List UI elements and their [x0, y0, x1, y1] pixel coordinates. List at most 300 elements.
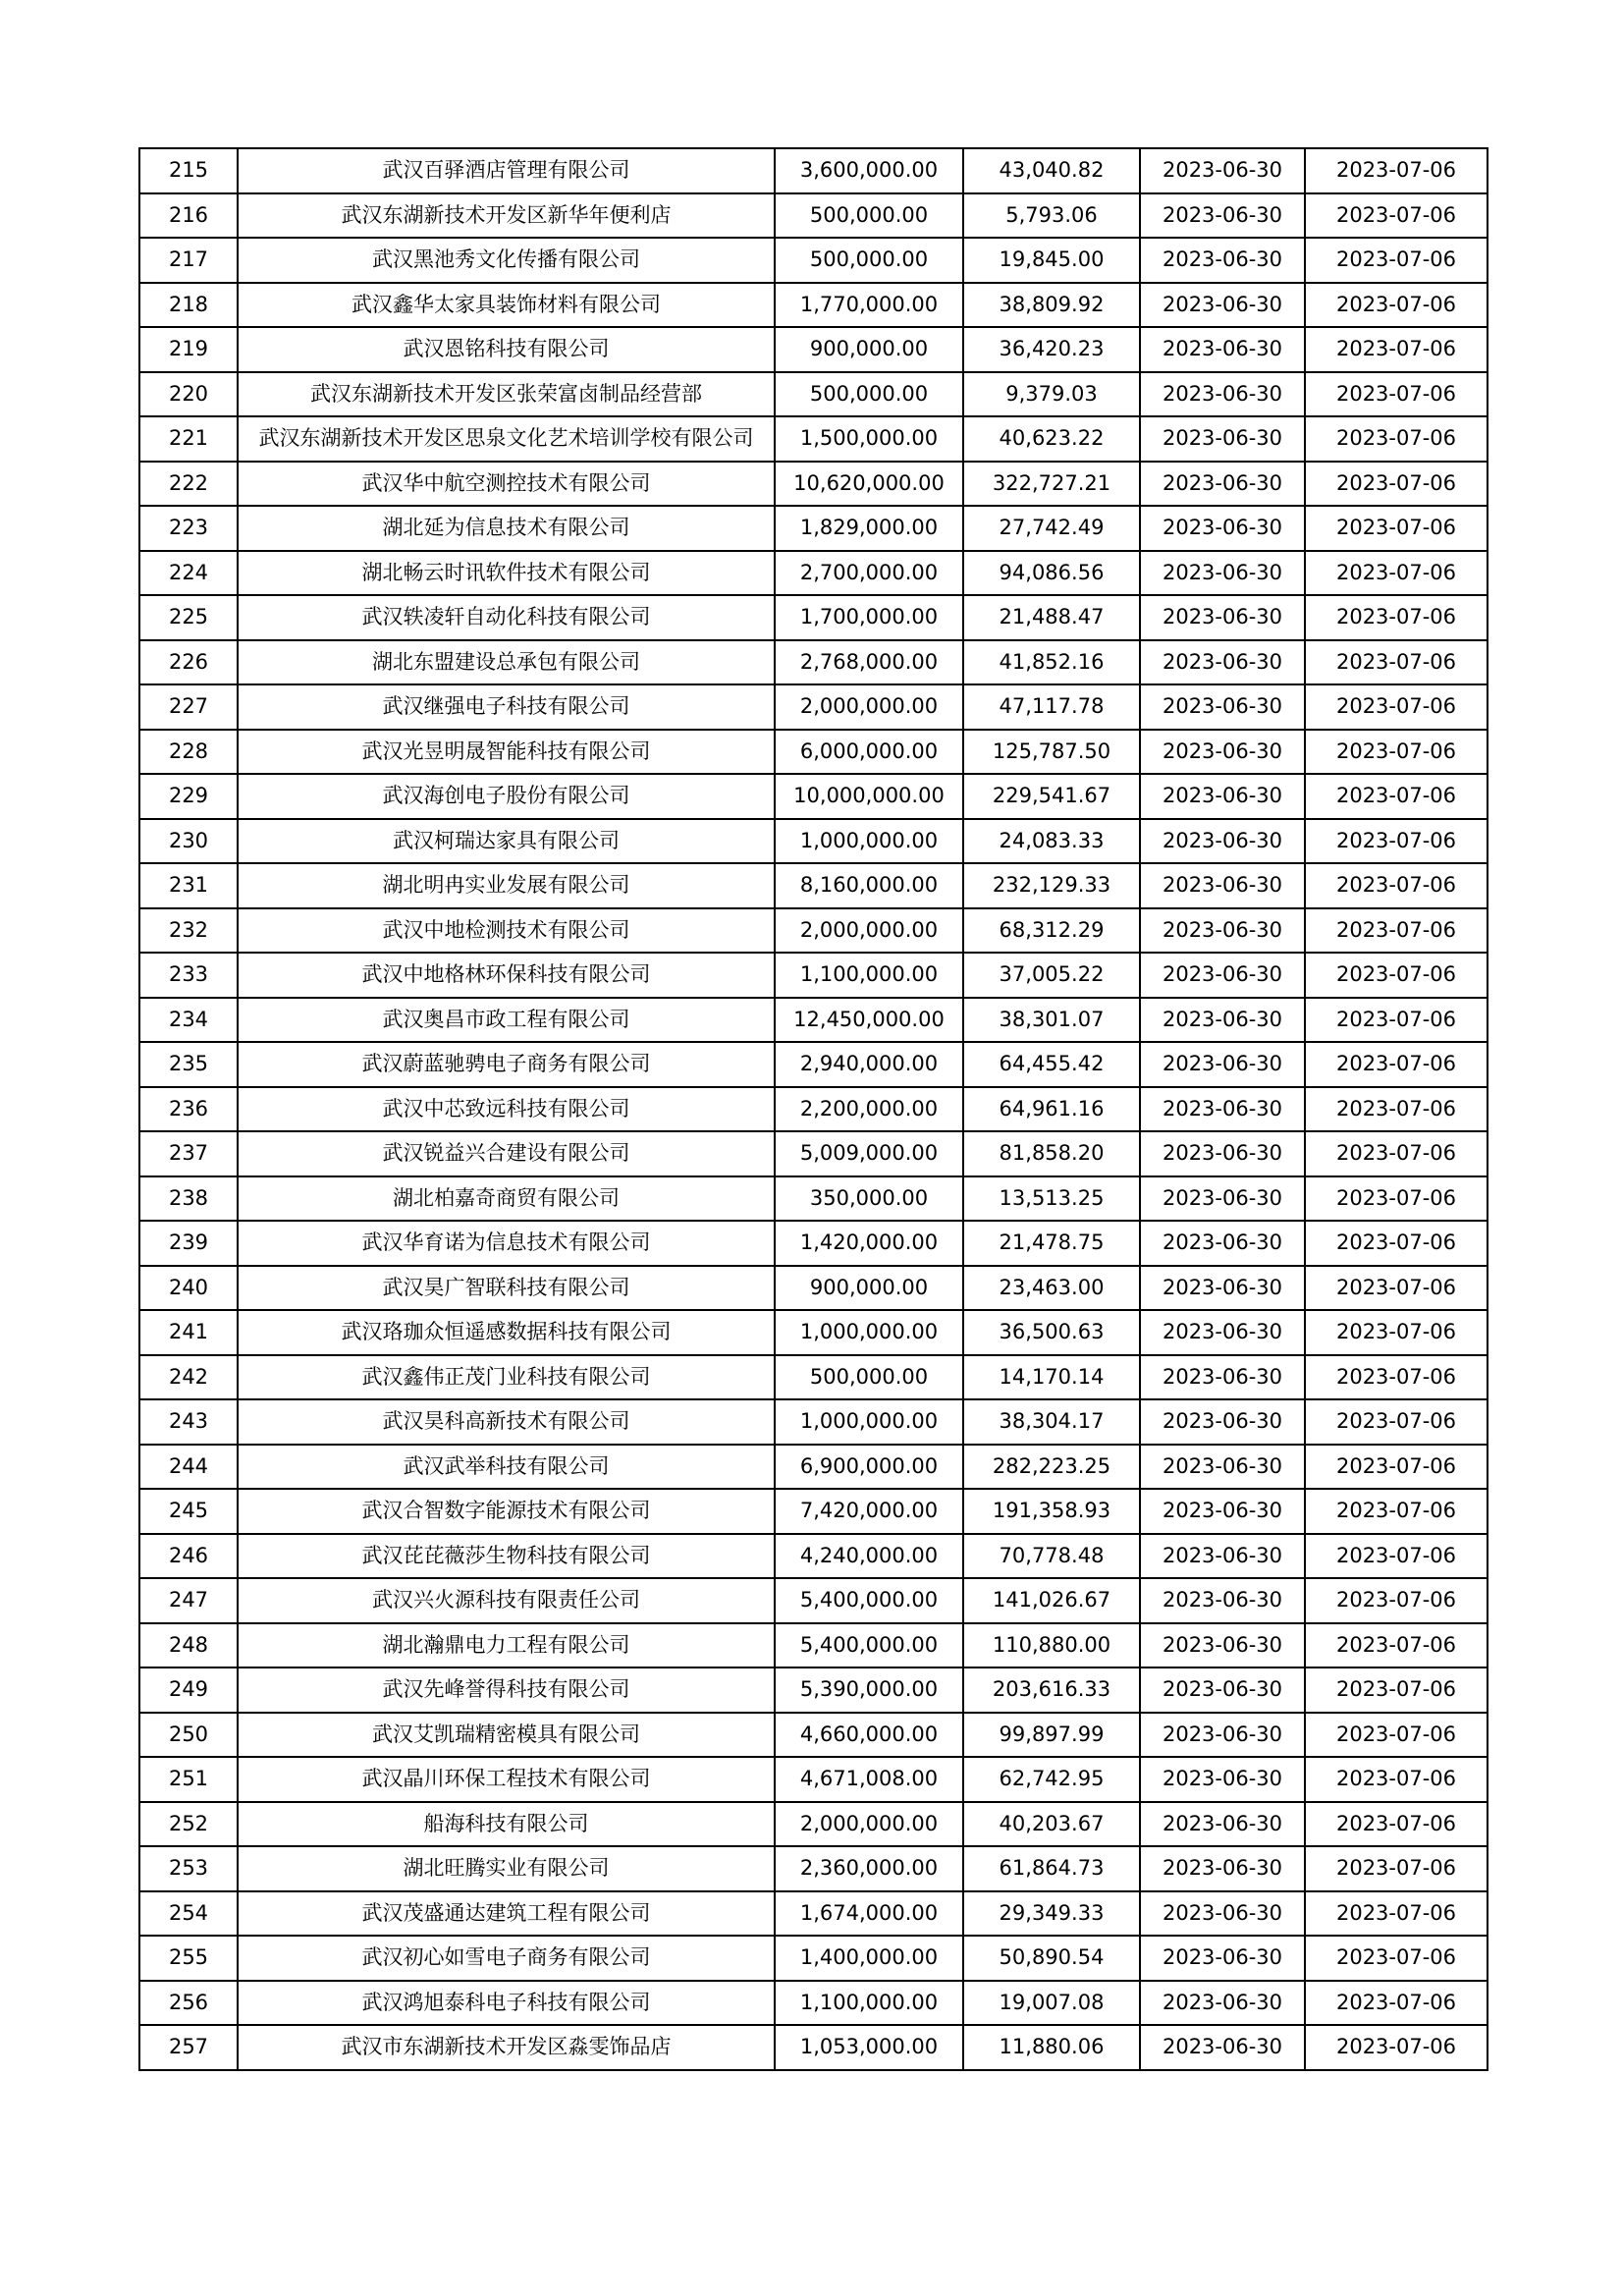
company-name-cell: 武汉华中航空测控技术有限公司 — [238, 462, 775, 507]
end-date-cell: 2023-07-06 — [1305, 998, 1488, 1043]
end-date-cell: 2023-07-06 — [1305, 819, 1488, 864]
table-row — [139, 372, 1488, 417]
start-date-cell: 2023-06-30 — [1140, 1846, 1305, 1891]
company-name-cell: 武汉光昱明晟智能科技有限公司 — [238, 730, 775, 775]
table-row — [139, 863, 1488, 908]
company-name-cell: 武汉茂盛通达建筑工程有限公司 — [238, 1891, 775, 1937]
end-date-cell: 2023-07-06 — [1305, 193, 1488, 239]
end-date-cell: 2023-07-06 — [1305, 1042, 1488, 1087]
interest-cell: 322,727.21 — [963, 462, 1140, 507]
end-date-cell: 2023-07-06 — [1305, 1355, 1488, 1400]
end-date-cell: 2023-07-06 — [1305, 416, 1488, 462]
amount-cell: 900,000.00 — [775, 1266, 963, 1311]
table-row — [139, 2025, 1488, 2070]
start-date-cell: 2023-06-30 — [1140, 595, 1305, 640]
table-row — [139, 1176, 1488, 1222]
row-number-cell: 251 — [139, 1757, 238, 1802]
interest-cell: 64,961.16 — [963, 1087, 1140, 1132]
company-name-cell: 武汉柯瑞达家具有限公司 — [238, 819, 775, 864]
start-date-cell: 2023-06-30 — [1140, 730, 1305, 775]
amount-cell: 2,700,000.00 — [775, 551, 963, 596]
amount-cell: 2,768,000.00 — [775, 640, 963, 685]
end-date-cell: 2023-07-06 — [1305, 1266, 1488, 1311]
company-name-cell: 武汉中芯致远科技有限公司 — [238, 1087, 775, 1132]
interest-cell: 99,897.99 — [963, 1713, 1140, 1758]
interest-cell: 38,301.07 — [963, 998, 1140, 1043]
start-date-cell: 2023-06-30 — [1140, 1667, 1305, 1713]
start-date-cell: 2023-06-30 — [1140, 462, 1305, 507]
start-date-cell: 2023-06-30 — [1140, 1042, 1305, 1087]
amount-cell: 1,000,000.00 — [775, 819, 963, 864]
table-row — [139, 551, 1488, 596]
row-number-cell: 247 — [139, 1578, 238, 1623]
interest-cell: 41,852.16 — [963, 640, 1140, 685]
table-row — [139, 1534, 1488, 1579]
company-name-cell: 武汉华育诺为信息技术有限公司 — [238, 1221, 775, 1266]
row-number-cell: 255 — [139, 1936, 238, 1981]
end-date-cell: 2023-07-06 — [1305, 1131, 1488, 1176]
table-row — [139, 283, 1488, 328]
row-number-cell: 233 — [139, 953, 238, 998]
amount-cell: 6,900,000.00 — [775, 1445, 963, 1490]
end-date-cell: 2023-07-06 — [1305, 1936, 1488, 1981]
start-date-cell: 2023-06-30 — [1140, 193, 1305, 239]
row-number-cell: 216 — [139, 193, 238, 239]
row-number-cell: 224 — [139, 551, 238, 596]
company-name-cell: 武汉海创电子股份有限公司 — [238, 774, 775, 819]
interest-cell: 9,379.03 — [963, 372, 1140, 417]
end-date-cell: 2023-07-06 — [1305, 953, 1488, 998]
row-number-cell: 219 — [139, 327, 238, 372]
amount-cell: 4,660,000.00 — [775, 1713, 963, 1758]
company-name-cell: 湖北畅云时讯软件技术有限公司 — [238, 551, 775, 596]
amount-cell: 1,000,000.00 — [775, 1310, 963, 1355]
amount-cell: 1,100,000.00 — [775, 953, 963, 998]
row-number-cell: 244 — [139, 1445, 238, 1490]
amount-cell: 2,360,000.00 — [775, 1846, 963, 1891]
table-row — [139, 148, 1488, 193]
company-name-cell: 武汉昊广智联科技有限公司 — [238, 1266, 775, 1311]
start-date-cell: 2023-06-30 — [1140, 238, 1305, 283]
company-name-cell: 武汉蔚蓝驰骋电子商务有限公司 — [238, 1042, 775, 1087]
end-date-cell: 2023-07-06 — [1305, 1445, 1488, 1490]
start-date-cell: 2023-06-30 — [1140, 283, 1305, 328]
start-date-cell: 2023-06-30 — [1140, 774, 1305, 819]
row-number-cell: 220 — [139, 372, 238, 417]
table-row — [139, 1713, 1488, 1758]
company-name-cell: 武汉芘芘薇莎生物科技有限公司 — [238, 1534, 775, 1579]
start-date-cell: 2023-06-30 — [1140, 1221, 1305, 1266]
end-date-cell: 2023-07-06 — [1305, 730, 1488, 775]
end-date-cell: 2023-07-06 — [1305, 1310, 1488, 1355]
interest-cell: 203,616.33 — [963, 1667, 1140, 1713]
company-name-cell: 武汉锐益兴合建设有限公司 — [238, 1131, 775, 1176]
interest-cell: 36,500.63 — [963, 1310, 1140, 1355]
company-name-cell: 武汉轶凌轩自动化科技有限公司 — [238, 595, 775, 640]
table-row — [139, 1399, 1488, 1445]
end-date-cell: 2023-07-06 — [1305, 1399, 1488, 1445]
end-date-cell: 2023-07-06 — [1305, 1087, 1488, 1132]
table-row — [139, 1623, 1488, 1668]
table-row — [139, 953, 1488, 998]
table-row — [139, 1087, 1488, 1132]
row-number-cell: 231 — [139, 863, 238, 908]
amount-cell: 6,000,000.00 — [775, 730, 963, 775]
end-date-cell: 2023-07-06 — [1305, 1802, 1488, 1847]
row-number-cell: 236 — [139, 1087, 238, 1132]
interest-cell: 37,005.22 — [963, 953, 1140, 998]
row-number-cell: 248 — [139, 1623, 238, 1668]
row-number-cell: 257 — [139, 2025, 238, 2070]
amount-cell: 7,420,000.00 — [775, 1489, 963, 1534]
company-name-cell: 武汉昊科高新技术有限公司 — [238, 1399, 775, 1445]
start-date-cell: 2023-06-30 — [1140, 1981, 1305, 2026]
end-date-cell: 2023-07-06 — [1305, 1623, 1488, 1668]
interest-cell: 282,223.25 — [963, 1445, 1140, 1490]
table-row — [139, 1891, 1488, 1937]
table-row — [139, 1757, 1488, 1802]
end-date-cell: 2023-07-06 — [1305, 551, 1488, 596]
interest-cell: 21,478.75 — [963, 1221, 1140, 1266]
start-date-cell: 2023-06-30 — [1140, 908, 1305, 954]
table-row — [139, 238, 1488, 283]
end-date-cell: 2023-07-06 — [1305, 1846, 1488, 1891]
interest-cell: 40,203.67 — [963, 1802, 1140, 1847]
interest-cell: 47,117.78 — [963, 684, 1140, 730]
interest-cell: 21,488.47 — [963, 595, 1140, 640]
amount-cell: 1,420,000.00 — [775, 1221, 963, 1266]
company-name-cell: 武汉市东湖新技术开发区淼雯饰品店 — [238, 2025, 775, 2070]
amount-cell: 2,000,000.00 — [775, 908, 963, 954]
interest-cell: 40,623.22 — [963, 416, 1140, 462]
row-number-cell: 235 — [139, 1042, 238, 1087]
amount-cell: 5,390,000.00 — [775, 1667, 963, 1713]
interest-cell: 125,787.50 — [963, 730, 1140, 775]
table-body — [139, 148, 1488, 2070]
table-row — [139, 684, 1488, 730]
row-number-cell: 243 — [139, 1399, 238, 1445]
table-row — [139, 1042, 1488, 1087]
amount-cell: 1,700,000.00 — [775, 595, 963, 640]
start-date-cell: 2023-06-30 — [1140, 863, 1305, 908]
company-name-cell: 湖北明冉实业发展有限公司 — [238, 863, 775, 908]
company-name-cell: 武汉东湖新技术开发区思泉文化艺术培训学校有限公司 — [238, 416, 775, 462]
end-date-cell: 2023-07-06 — [1305, 327, 1488, 372]
start-date-cell: 2023-06-30 — [1140, 953, 1305, 998]
end-date-cell: 2023-07-06 — [1305, 595, 1488, 640]
table-row — [139, 1221, 1488, 1266]
interest-cell: 50,890.54 — [963, 1936, 1140, 1981]
table-row — [139, 193, 1488, 239]
row-number-cell: 245 — [139, 1489, 238, 1534]
row-number-cell: 227 — [139, 684, 238, 730]
amount-cell: 10,000,000.00 — [775, 774, 963, 819]
amount-cell: 500,000.00 — [775, 372, 963, 417]
row-number-cell: 250 — [139, 1713, 238, 1758]
row-number-cell: 217 — [139, 238, 238, 283]
table-row — [139, 416, 1488, 462]
row-number-cell: 230 — [139, 819, 238, 864]
end-date-cell: 2023-07-06 — [1305, 863, 1488, 908]
start-date-cell: 2023-06-30 — [1140, 1936, 1305, 1981]
table-row — [139, 595, 1488, 640]
amount-cell: 500,000.00 — [775, 238, 963, 283]
company-name-cell: 武汉合智数字能源技术有限公司 — [238, 1489, 775, 1534]
row-number-cell: 232 — [139, 908, 238, 954]
amount-cell: 10,620,000.00 — [775, 462, 963, 507]
company-name-cell: 武汉晶川环保工程技术有限公司 — [238, 1757, 775, 1802]
start-date-cell: 2023-06-30 — [1140, 1757, 1305, 1802]
end-date-cell: 2023-07-06 — [1305, 2025, 1488, 2070]
start-date-cell: 2023-06-30 — [1140, 1623, 1305, 1668]
company-name-cell: 武汉奥昌市政工程有限公司 — [238, 998, 775, 1043]
row-number-cell: 237 — [139, 1131, 238, 1176]
table-row — [139, 506, 1488, 551]
table-row — [139, 1131, 1488, 1176]
company-name-cell: 湖北柏嘉奇商贸有限公司 — [238, 1176, 775, 1222]
row-number-cell: 238 — [139, 1176, 238, 1222]
company-name-cell: 船海科技有限公司 — [238, 1802, 775, 1847]
amount-cell: 2,940,000.00 — [775, 1042, 963, 1087]
table-row — [139, 1846, 1488, 1891]
amount-cell: 5,400,000.00 — [775, 1623, 963, 1668]
row-number-cell: 228 — [139, 730, 238, 775]
amount-cell: 500,000.00 — [775, 193, 963, 239]
row-number-cell: 221 — [139, 416, 238, 462]
table-row — [139, 774, 1488, 819]
interest-cell: 29,349.33 — [963, 1891, 1140, 1937]
interest-cell: 232,129.33 — [963, 863, 1140, 908]
table-row — [139, 1667, 1488, 1713]
start-date-cell: 2023-06-30 — [1140, 819, 1305, 864]
company-name-cell: 武汉初心如雪电子商务有限公司 — [238, 1936, 775, 1981]
start-date-cell: 2023-06-30 — [1140, 1355, 1305, 1400]
interest-cell: 14,170.14 — [963, 1355, 1140, 1400]
amount-cell: 4,240,000.00 — [775, 1534, 963, 1579]
start-date-cell: 2023-06-30 — [1140, 1713, 1305, 1758]
table-row — [139, 1355, 1488, 1400]
end-date-cell: 2023-07-06 — [1305, 1713, 1488, 1758]
row-number-cell: 226 — [139, 640, 238, 685]
start-date-cell: 2023-06-30 — [1140, 684, 1305, 730]
row-number-cell: 215 — [139, 148, 238, 193]
end-date-cell: 2023-07-06 — [1305, 1667, 1488, 1713]
company-name-cell: 湖北延为信息技术有限公司 — [238, 506, 775, 551]
start-date-cell: 2023-06-30 — [1140, 1578, 1305, 1623]
amount-cell: 1,674,000.00 — [775, 1891, 963, 1937]
amount-cell: 2,200,000.00 — [775, 1087, 963, 1132]
row-number-cell: 249 — [139, 1667, 238, 1713]
row-number-cell: 242 — [139, 1355, 238, 1400]
company-name-cell: 武汉黑池秀文化传播有限公司 — [238, 238, 775, 283]
loan-table — [138, 147, 1488, 2071]
interest-cell: 70,778.48 — [963, 1534, 1140, 1579]
end-date-cell: 2023-07-06 — [1305, 462, 1488, 507]
table-row — [139, 819, 1488, 864]
company-name-cell: 武汉中地格林环保科技有限公司 — [238, 953, 775, 998]
interest-cell: 43,040.82 — [963, 148, 1140, 193]
row-number-cell: 225 — [139, 595, 238, 640]
amount-cell: 1,100,000.00 — [775, 1981, 963, 2026]
interest-cell: 19,845.00 — [963, 238, 1140, 283]
end-date-cell: 2023-07-06 — [1305, 908, 1488, 954]
row-number-cell: 256 — [139, 1981, 238, 2026]
row-number-cell: 222 — [139, 462, 238, 507]
interest-cell: 19,007.08 — [963, 1981, 1140, 2026]
interest-cell: 68,312.29 — [963, 908, 1140, 954]
company-name-cell: 武汉兴火源科技有限责任公司 — [238, 1578, 775, 1623]
start-date-cell: 2023-06-30 — [1140, 1534, 1305, 1579]
table-row — [139, 327, 1488, 372]
start-date-cell: 2023-06-30 — [1140, 148, 1305, 193]
row-number-cell: 246 — [139, 1534, 238, 1579]
amount-cell: 3,600,000.00 — [775, 148, 963, 193]
end-date-cell: 2023-07-06 — [1305, 1757, 1488, 1802]
table-row — [139, 1310, 1488, 1355]
start-date-cell: 2023-06-30 — [1140, 551, 1305, 596]
start-date-cell: 2023-06-30 — [1140, 506, 1305, 551]
amount-cell: 1,829,000.00 — [775, 506, 963, 551]
amount-cell: 900,000.00 — [775, 327, 963, 372]
end-date-cell: 2023-07-06 — [1305, 1176, 1488, 1222]
table-row — [139, 1445, 1488, 1490]
row-number-cell: 234 — [139, 998, 238, 1043]
amount-cell: 1,500,000.00 — [775, 416, 963, 462]
row-number-cell: 218 — [139, 283, 238, 328]
end-date-cell: 2023-07-06 — [1305, 372, 1488, 417]
company-name-cell: 湖北旺腾实业有限公司 — [238, 1846, 775, 1891]
end-date-cell: 2023-07-06 — [1305, 1891, 1488, 1937]
end-date-cell: 2023-07-06 — [1305, 684, 1488, 730]
end-date-cell: 2023-07-06 — [1305, 148, 1488, 193]
end-date-cell: 2023-07-06 — [1305, 1489, 1488, 1534]
start-date-cell: 2023-06-30 — [1140, 327, 1305, 372]
start-date-cell: 2023-06-30 — [1140, 1176, 1305, 1222]
start-date-cell: 2023-06-30 — [1140, 1489, 1305, 1534]
table-row — [139, 462, 1488, 507]
start-date-cell: 2023-06-30 — [1140, 2025, 1305, 2070]
end-date-cell: 2023-07-06 — [1305, 506, 1488, 551]
start-date-cell: 2023-06-30 — [1140, 372, 1305, 417]
start-date-cell: 2023-06-30 — [1140, 998, 1305, 1043]
company-name-cell: 武汉鑫伟正茂门业科技有限公司 — [238, 1355, 775, 1400]
company-name-cell: 武汉恩铭科技有限公司 — [238, 327, 775, 372]
amount-cell: 5,009,000.00 — [775, 1131, 963, 1176]
end-date-cell: 2023-07-06 — [1305, 1534, 1488, 1579]
amount-cell: 12,450,000.00 — [775, 998, 963, 1043]
company-name-cell: 湖北瀚鼎电力工程有限公司 — [238, 1623, 775, 1668]
start-date-cell: 2023-06-30 — [1140, 1399, 1305, 1445]
row-number-cell: 223 — [139, 506, 238, 551]
end-date-cell: 2023-07-06 — [1305, 1221, 1488, 1266]
company-name-cell: 武汉东湖新技术开发区张荣富卤制品经营部 — [238, 372, 775, 417]
table-row — [139, 908, 1488, 954]
row-number-cell: 239 — [139, 1221, 238, 1266]
company-name-cell: 湖北东盟建设总承包有限公司 — [238, 640, 775, 685]
company-name-cell: 武汉继强电子科技有限公司 — [238, 684, 775, 730]
row-number-cell: 252 — [139, 1802, 238, 1847]
interest-cell: 27,742.49 — [963, 506, 1140, 551]
table-row — [139, 1802, 1488, 1847]
start-date-cell: 2023-06-30 — [1140, 1087, 1305, 1132]
interest-cell: 24,083.33 — [963, 819, 1140, 864]
end-date-cell: 2023-07-06 — [1305, 238, 1488, 283]
interest-cell: 62,742.95 — [963, 1757, 1140, 1802]
table-row — [139, 1489, 1488, 1534]
amount-cell: 350,000.00 — [775, 1176, 963, 1222]
company-name-cell: 武汉鸿旭泰科电子科技有限公司 — [238, 1981, 775, 2026]
row-number-cell: 241 — [139, 1310, 238, 1355]
company-name-cell: 武汉东湖新技术开发区新华年便利店 — [238, 193, 775, 239]
interest-cell: 81,858.20 — [963, 1131, 1140, 1176]
start-date-cell: 2023-06-30 — [1140, 1131, 1305, 1176]
amount-cell: 2,000,000.00 — [775, 1802, 963, 1847]
amount-cell: 1,400,000.00 — [775, 1936, 963, 1981]
start-date-cell: 2023-06-30 — [1140, 1891, 1305, 1937]
start-date-cell: 2023-06-30 — [1140, 416, 1305, 462]
interest-cell: 64,455.42 — [963, 1042, 1140, 1087]
amount-cell: 2,000,000.00 — [775, 684, 963, 730]
interest-cell: 141,026.67 — [963, 1578, 1140, 1623]
company-name-cell: 武汉百驿酒店管理有限公司 — [238, 148, 775, 193]
row-number-cell: 254 — [139, 1891, 238, 1937]
amount-cell: 1,000,000.00 — [775, 1399, 963, 1445]
company-name-cell: 武汉珞珈众恒遥感数据科技有限公司 — [238, 1310, 775, 1355]
interest-cell: 229,541.67 — [963, 774, 1140, 819]
company-name-cell: 武汉艾凯瑞精密模具有限公司 — [238, 1713, 775, 1758]
amount-cell: 5,400,000.00 — [775, 1578, 963, 1623]
table-row — [139, 1936, 1488, 1981]
table-row — [139, 998, 1488, 1043]
amount-cell: 1,053,000.00 — [775, 2025, 963, 2070]
interest-cell: 38,809.92 — [963, 283, 1140, 328]
start-date-cell: 2023-06-30 — [1140, 640, 1305, 685]
end-date-cell: 2023-07-06 — [1305, 1981, 1488, 2026]
company-name-cell: 武汉中地检测技术有限公司 — [238, 908, 775, 954]
company-name-cell: 武汉先峰誉得科技有限公司 — [238, 1667, 775, 1713]
interest-cell: 61,864.73 — [963, 1846, 1140, 1891]
interest-cell: 94,086.56 — [963, 551, 1140, 596]
interest-cell: 36,420.23 — [963, 327, 1140, 372]
table-row — [139, 1578, 1488, 1623]
end-date-cell: 2023-07-06 — [1305, 1578, 1488, 1623]
end-date-cell: 2023-07-06 — [1305, 774, 1488, 819]
amount-cell: 500,000.00 — [775, 1355, 963, 1400]
amount-cell: 8,160,000.00 — [775, 863, 963, 908]
end-date-cell: 2023-07-06 — [1305, 640, 1488, 685]
amount-cell: 4,671,008.00 — [775, 1757, 963, 1802]
start-date-cell: 2023-06-30 — [1140, 1802, 1305, 1847]
start-date-cell: 2023-06-30 — [1140, 1445, 1305, 1490]
interest-cell: 23,463.00 — [963, 1266, 1140, 1311]
row-number-cell: 240 — [139, 1266, 238, 1311]
interest-cell: 11,880.06 — [963, 2025, 1140, 2070]
interest-cell: 110,880.00 — [963, 1623, 1140, 1668]
row-number-cell: 229 — [139, 774, 238, 819]
table-row — [139, 640, 1488, 685]
table-row — [139, 1981, 1488, 2026]
company-name-cell: 武汉武举科技有限公司 — [238, 1445, 775, 1490]
interest-cell: 13,513.25 — [963, 1176, 1140, 1222]
interest-cell: 191,358.93 — [963, 1489, 1140, 1534]
start-date-cell: 2023-06-30 — [1140, 1310, 1305, 1355]
table-row — [139, 1266, 1488, 1311]
end-date-cell: 2023-07-06 — [1305, 283, 1488, 328]
row-number-cell: 253 — [139, 1846, 238, 1891]
table-row — [139, 730, 1488, 775]
interest-cell: 38,304.17 — [963, 1399, 1140, 1445]
interest-cell: 5,793.06 — [963, 193, 1140, 239]
